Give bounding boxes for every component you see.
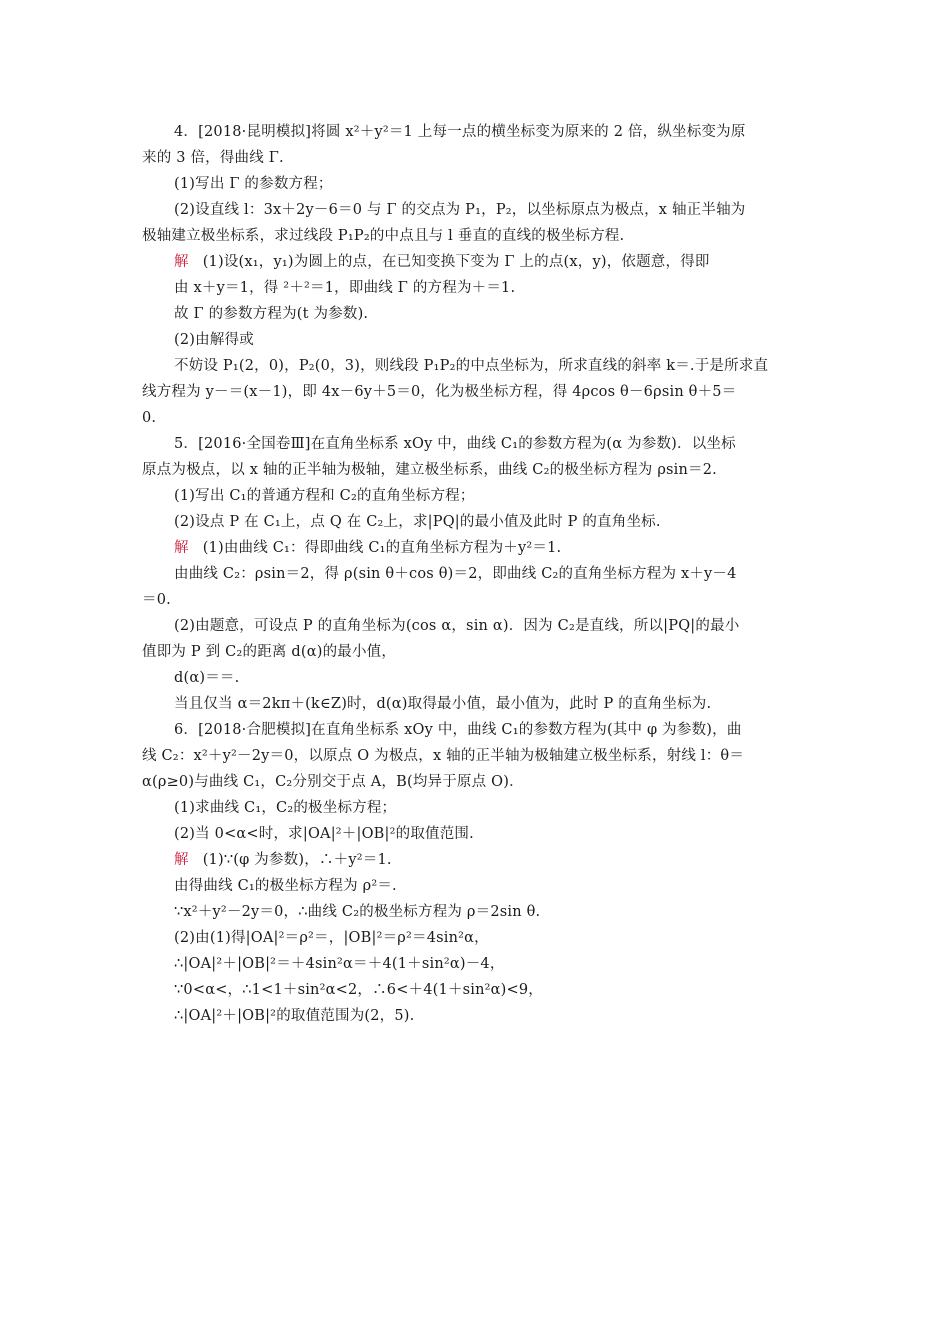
problem-6-statement-line-2: 线 C₂：x²＋y²－2y＝0，以原点 O 为极点，x 轴的正半轴为极轴建立极坐标系，射线 l：θ＝ (142, 748, 745, 764)
solution-label: 解 (174, 254, 189, 270)
problem-4-solution-line: 不妨设 P₁(2，0)，P₂(0，3)，则线段 P₁P₂的中点坐标为，所求直线的斜率 k＝.于是所求直 (174, 358, 769, 374)
problem-5-solution-first-line (142, 535, 814, 561)
problem-5-statement-line-2: 原点为极点，以 x 轴的正半轴为极轴，建立极坐标系，曲线 C₂的极坐标方程为 ρsin＝2. (142, 462, 717, 478)
problem-4-solution-line: (2)由解得或 (174, 332, 254, 348)
solution-label: 解 (174, 540, 189, 556)
problem-4-statement-line-1: 4．[2018·昆明模拟]将圆 x²＋y²＝1 上每一点的横坐标变为原来的 2 倍，纵坐标变为原 (174, 124, 746, 140)
solution-text: (1)∵(φ 为参数)，∴＋y²＝1. (202, 852, 392, 868)
problem-5-solution-line: 当且仅当 α＝2kπ＋(k∈Z)时，d(α)取得最小值，最小值为，此时 P 的直角坐标为. (174, 696, 712, 712)
problem-6-solution-first-line (142, 847, 814, 873)
problem-4-statement-line-2: 来的 3 倍，得曲线 Γ. (142, 150, 284, 166)
solution-label: 解 (174, 852, 189, 868)
problem-4-part-2-line-1: (2)设直线 l：3x＋2y－6＝0 与 Γ 的交点为 P₁，P₂，以坐标原点为极点，x 轴正半轴为 (174, 202, 746, 218)
problem-4-solution-line: 故 Γ 的参数方程为(t 为参数). (174, 306, 369, 322)
problem-5-solution-line: ＝0. (142, 592, 171, 608)
problem-6-statement-line-1: 6．[2018·合肥模拟]在直角坐标系 xOy 中，曲线 C₁的参数方程为(其中 φ 为参数)，曲 (174, 722, 742, 738)
problem-6-solution-line: ∴|OA|²＋|OB|²＝＋4sin²α＝＋4(1＋sin²α)－4， (174, 956, 505, 972)
problem-4-part-2-line-2: 极轴建立极坐标系，求过线段 P₁P₂的中点且与 l 垂直的直线的极坐标方程. (142, 228, 625, 244)
problem-6-part-2: (2)当 0<α<时，求|OA|²＋|OB|²的取值范围. (174, 826, 474, 842)
problem-4-solution-line: 0. (142, 410, 157, 426)
problem-4-part-1: (1)写出 Γ 的参数方程； (174, 176, 333, 192)
document-body (142, 119, 814, 1029)
problem-6-statement-line-3: α(ρ≥0)与曲线 C₁，C₂分别交于点 A，B(均异于原点 O)． (142, 774, 524, 790)
problem-4-solution-first-line (142, 249, 814, 275)
solution-text: (1)设(x₁，y₁)为圆上的点，在已知变换下变为 Γ 上的点(x，y)，依题意，得即 (202, 254, 710, 270)
problem-5-solution-line: d(α)＝＝. (174, 670, 240, 686)
problem-6-solution-line: ∵0<α<，∴1<1＋sin²α<2，∴6<＋4(1＋sin²α)<9， (174, 982, 543, 998)
problem-5-part-2: (2)设点 P 在 C₁上，点 Q 在 C₂上，求|PQ|的最小值及此时 P 的直角坐标. (174, 514, 661, 530)
solution-text: (1)由曲线 C₁：得即曲线 C₁的直角坐标方程为＋y²＝1. (202, 540, 562, 556)
problem-5-solution-line: 由曲线 C₂：ρsin＝2，得 ρ(sin θ＋cos θ)＝2，即曲线 C₂的直角坐标方程为 x＋y－4 (174, 566, 737, 582)
problem-6-part-1: (1)求曲线 C₁，C₂的极坐标方程； (174, 800, 397, 816)
problem-6-solution-line: 由得曲线 C₁的极坐标方程为 ρ²＝. (174, 878, 397, 894)
problem-6-solution-line: (2)由(1)得|OA|²＝ρ²＝，|OB|²＝ρ²＝4sin²α， (174, 930, 489, 946)
problem-6-solution-line: ∴|OA|²＋|OB|²的取值范围为(2，5). (174, 1008, 415, 1024)
problem-5-solution-line: 值即为 P 到 C₂的距离 d(α)的最小值， (142, 644, 397, 660)
problem-5-solution-line: (2)由题意，可设点 P 的直角坐标为(cos α，sin α)．因为 C₂是直线，所以|PQ|的最小 (174, 618, 740, 634)
problem-5-part-1: (1)写出 C₁的普通方程和 C₂的直角坐标方程； (174, 488, 475, 504)
problem-5-statement-line-1: 5．[2016·全国卷Ⅲ]在直角坐标系 xOy 中，曲线 C₁的参数方程为(α 为参数)．以坐标 (174, 436, 736, 452)
problem-6-solution-line: ∵x²＋y²－2y＝0，∴曲线 C₂的极坐标方程为 ρ＝2sin θ. (174, 904, 541, 920)
problem-4-solution-line: 线方程为 y－＝(x－1)，即 4x－6y＋5＝0，化为极坐标方程，得 4ρcos θ－6ρsin θ＋5＝ (142, 384, 737, 400)
problem-4-solution-line: 由 x＋y＝1，得 ²＋²＝1，即曲线 Γ 的方程为＋＝1. (174, 280, 516, 296)
